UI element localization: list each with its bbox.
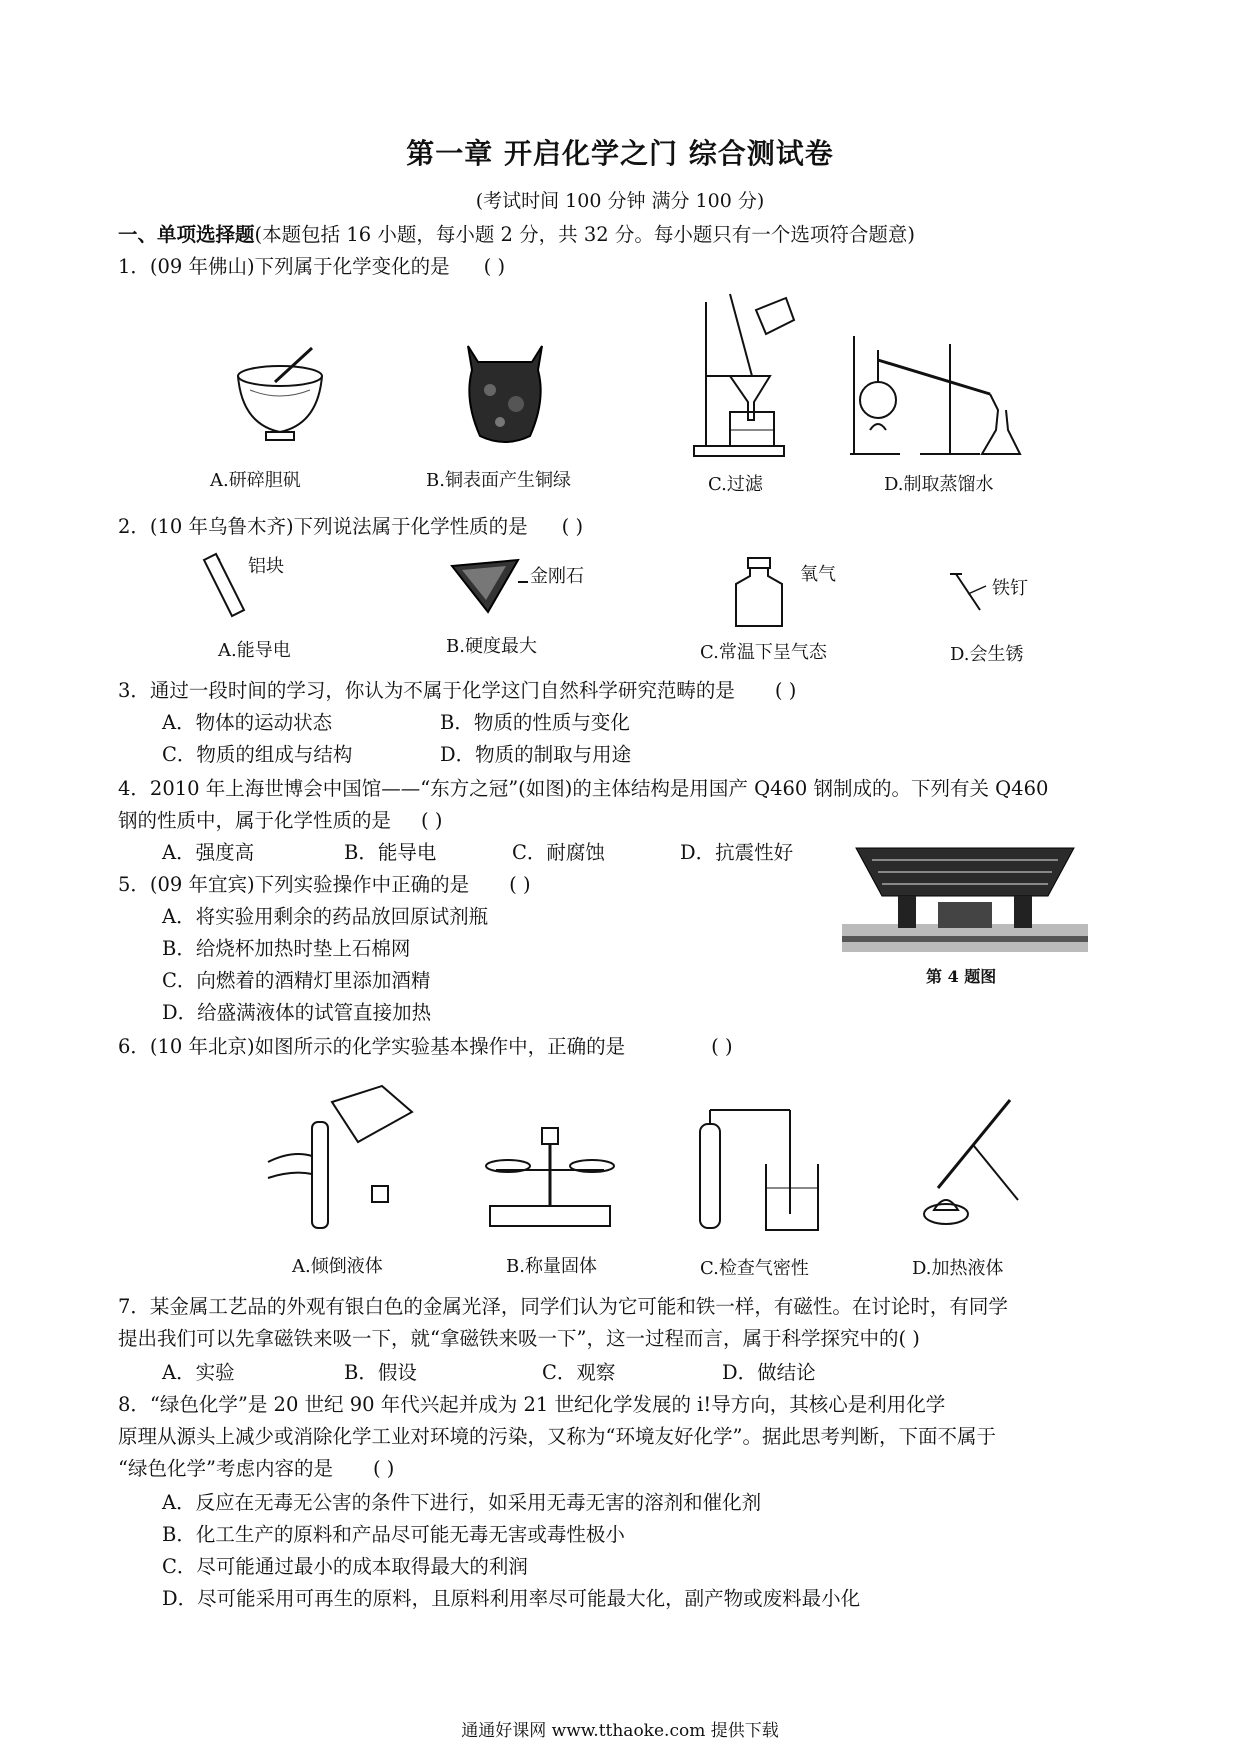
answer-paren: ( ) — [372, 1457, 395, 1480]
question-4-text: 钢的性质中，属于化学性质的是 — [118, 809, 392, 832]
q2-caption-d: D.会生锈 — [950, 644, 1024, 665]
q8-option-b: B．化工生产的原料和产品尽可能无毒无害或毒性极小 — [162, 1523, 625, 1546]
q7-option-c: C．观察 — [542, 1361, 616, 1384]
q7-option-d: D．做结论 — [722, 1361, 816, 1384]
q1-caption-d: D.制取蒸馏水 — [884, 474, 994, 495]
label-diamond: 金刚石 — [530, 566, 584, 587]
q7-option-a: A．实验 — [162, 1361, 235, 1384]
q3-option-b: B．物质的性质与变化 — [440, 711, 630, 734]
pour-liquid-icon — [262, 1082, 422, 1232]
mortar-icon — [230, 340, 340, 450]
q6-caption-a: A.倾倒液体 — [292, 1256, 383, 1277]
exam-subtitle: (考试时间 100 分钟 满分 100 分) — [475, 190, 765, 212]
q1-caption-a: A.研碎胆矾 — [210, 470, 301, 491]
question-2-text: 2．(10 年乌鲁木齐)下列说法属于化学性质的是 — [118, 515, 528, 538]
gas-bottle-icon — [730, 556, 790, 628]
q4-option-a: A．强度高 — [162, 841, 255, 864]
label-aluminum: 铝块 — [248, 556, 284, 577]
section-note: (本题包括 16 小题，每小题 2 分，共 32 分。每小题只有一个选项符合题意) — [254, 223, 915, 246]
q4-option-d: D．抗震性好 — [680, 841, 794, 864]
q3-option-d: D．物质的制取与用途 — [440, 743, 632, 766]
question-4-line1: 4．2010 年上海世博会中国馆——“东方之冠”(如图)的主体结构是用国产 Q460 钢制成的。下列有关 Q460 — [118, 777, 1049, 800]
q6-caption-d: D.加热液体 — [912, 1258, 1004, 1279]
question-8-line3 — [118, 1456, 394, 1482]
answer-paren: ( ) — [509, 873, 531, 896]
q1-caption-b: B.铜表面产生铜绿 — [426, 470, 571, 491]
q5-option-b: B．给烧杯加热时垫上石棉网 — [162, 937, 411, 960]
q8-option-d: D．尽可能采用可再生的原料，且原料利用率尽可能最大化，副产物或废料最小化 — [162, 1587, 861, 1610]
question-6-text: 6．(10 年北京)如图所示的化学实验基本操作中，正确的是 — [118, 1035, 626, 1058]
copper-rust-icon — [460, 340, 550, 450]
section-title: 一、单项选择题 — [118, 223, 255, 246]
answer-paren: ( ) — [421, 809, 443, 832]
question-7-line2: 提出我们可以先拿磁铁来吸一下，就“拿磁铁来吸一下”，这一过程而言，属于科学探究中的( ) — [118, 1327, 920, 1350]
q2-caption-a: A.能导电 — [218, 640, 291, 661]
q8-option-c: C．尽可能通过最小的成本取得最大的利润 — [162, 1555, 528, 1578]
aluminum-block-icon — [200, 550, 250, 620]
question-1-text: 1．(09 年佛山)下列属于化学变化的是 — [118, 255, 450, 278]
china-pavilion-photo — [842, 840, 1088, 952]
question-6-stem — [118, 1034, 733, 1060]
answer-paren: ( ) — [774, 679, 797, 702]
q6-caption-b: B.称量固体 — [506, 1256, 597, 1277]
q8-option-a: A．反应在无毒无公害的条件下进行，如采用无毒无害的溶剂和催化剂 — [162, 1491, 762, 1514]
question-8-text: “绿色化学”考虑内容的是 — [118, 1457, 333, 1480]
answer-paren: ( ) — [711, 1035, 733, 1058]
q6-caption-c: C.检查气密性 — [700, 1258, 809, 1279]
q3-option-a: A．物体的运动状态 — [162, 711, 333, 734]
balance-scale-icon — [480, 1122, 620, 1232]
q2-caption-b: B.硬度最大 — [446, 636, 537, 657]
question-2-stem — [118, 514, 583, 540]
iron-nail-icon — [946, 568, 996, 618]
heat-liquid-icon — [914, 1090, 1024, 1230]
q1-caption-c: C.过滤 — [708, 474, 763, 495]
q5-option-a: A．将实验用剩余的药品放回原试剂瓶 — [162, 905, 489, 928]
q5-option-d: D．给盛满液体的试管直接加热 — [162, 1001, 432, 1024]
q5-option-c: C．向燃着的酒精灯里添加酒精 — [162, 969, 431, 992]
question-1-stem — [118, 254, 505, 280]
question-5-stem — [118, 872, 531, 898]
page-footer: 通通好课网 www.tthaoke.com 提供下载 — [461, 1721, 779, 1741]
distillation-apparatus-icon — [840, 330, 1030, 460]
answer-paren: ( ) — [561, 515, 584, 538]
section-heading — [118, 222, 915, 248]
question-5-text: 5．(09 年宜宾)下列实验操作中正确的是 — [118, 873, 470, 896]
figure-4-caption: 第 4 题图 — [926, 967, 997, 986]
question-8-line2: 原理从源头上减少或消除化学工业对环境的污染，又称为“环境友好化学”。据此思考判断，下面不属于 — [118, 1425, 996, 1448]
q4-option-c: C．耐腐蚀 — [512, 841, 605, 864]
q7-option-b: B．假设 — [344, 1361, 417, 1384]
answer-paren: ( ) — [483, 255, 506, 278]
label-iron-nail: 铁钉 — [992, 578, 1028, 599]
question-7-line1: 7．某金属工艺品的外观有银白色的金属光泽，同学们认为它可能和铁一样，有磁性。在讨论时，有同学 — [118, 1295, 1008, 1318]
page-title: 第一章 开启化学之门 综合测试卷 — [406, 137, 834, 170]
filtration-apparatus-icon — [690, 290, 800, 460]
airtightness-check-icon — [690, 1104, 830, 1234]
question-8-line1: 8．“绿色化学”是 20 世纪 90 年代兴起并成为 21 世纪化学发展的 i!导方向，其核心是利用化学 — [118, 1393, 946, 1416]
label-oxygen: 氧气 — [800, 564, 836, 585]
question-3-stem — [118, 678, 796, 704]
question-3-text: 3．通过一段时间的学习，你认为不属于化学这门自然科学研究范畴的是 — [118, 679, 735, 702]
q2-caption-c: C.常温下呈气态 — [700, 642, 827, 663]
q4-option-b: B．能导电 — [344, 841, 437, 864]
q3-option-c: C．物质的组成与结构 — [162, 743, 353, 766]
diamond-icon — [448, 556, 528, 616]
question-4-line2 — [118, 808, 442, 834]
